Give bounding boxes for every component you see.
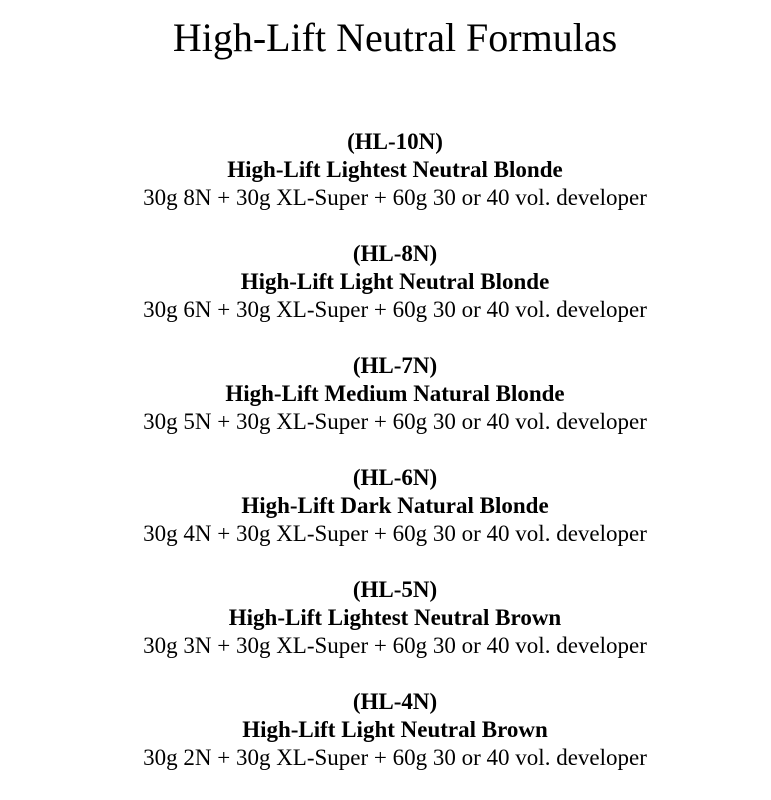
formula-name: High-Lift Light Neutral Brown [242, 717, 548, 742]
formula-name: High-Lift Lightest Neutral Blonde [227, 157, 563, 182]
formula-block-hl-6n [0, 464, 771, 548]
formula-name: High-Lift Light Neutral Blonde [240, 269, 550, 294]
formula-name: High-Lift Medium Natural Blonde [225, 381, 565, 406]
page-title: High-Lift Neutral Formulas [172, 15, 618, 60]
formula-name: High-Lift Lightest Neutral Brown [228, 605, 562, 630]
formula-block-hl-5n [0, 576, 771, 660]
formula-name: High-Lift Dark Natural Blonde [241, 493, 549, 518]
formula-block-hl-4n [0, 688, 771, 772]
formula-recipe: 30g 2N + 30g XL-Super + 60g 30 or 40 vol. developer [143, 745, 647, 770]
formula-block-hl-10n [0, 128, 771, 212]
formula-block-hl-7n [0, 352, 771, 436]
formula-code: (HL-10N) [347, 129, 443, 154]
formula-code: (HL-7N) [352, 353, 438, 378]
formula-code: (HL-4N) [352, 689, 438, 714]
formula-recipe: 30g 8N + 30g XL-Super + 60g 30 or 40 vol. developer [143, 185, 647, 210]
formula-recipe: 30g 5N + 30g XL-Super + 60g 30 or 40 vol. developer [143, 409, 647, 434]
formula-recipe: 30g 3N + 30g XL-Super + 60g 30 or 40 vol. developer [143, 633, 647, 658]
formula-code: (HL-6N) [352, 465, 438, 490]
formula-code: (HL-8N) [352, 241, 438, 266]
formula-recipe: 30g 6N + 30g XL-Super + 60g 30 or 40 vol. developer [143, 297, 647, 322]
formula-recipe: 30g 4N + 30g XL-Super + 60g 30 or 40 vol. developer [143, 521, 647, 546]
formula-code: (HL-5N) [352, 577, 438, 602]
formula-block-hl-8n [0, 240, 771, 324]
